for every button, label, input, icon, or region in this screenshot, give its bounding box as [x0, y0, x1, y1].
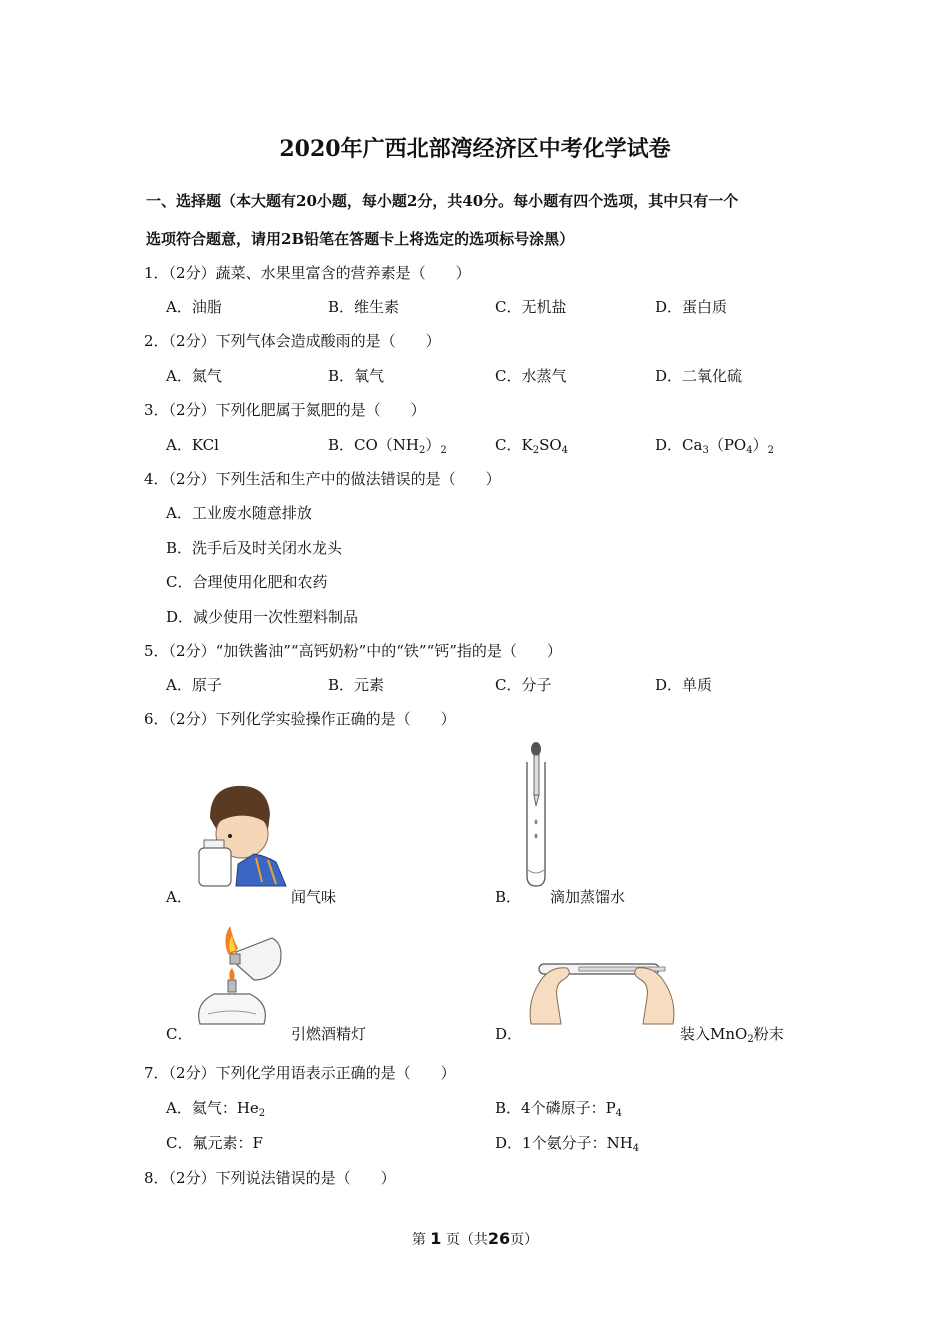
question-6-option-d: D．: [495, 1025, 523, 1043]
powder-loading-illustration: [527, 950, 677, 1030]
question-1-option-b: B．维生素: [328, 298, 400, 316]
question-6-caption-c: 引燃酒精灯: [291, 1025, 367, 1043]
question-4-option-c: C．合理使用化肥和农药: [166, 573, 328, 591]
question-1-option-c: C．无机盐: [495, 298, 567, 316]
question-7-option-b: B．4个磷原子：$P_4$: [495, 1099, 623, 1119]
question-3-stem: 3．（2分）下列化肥属于氮肥的是（ ）: [144, 401, 426, 419]
question-1-stem: 1．（2分）蔬菜、水果里富含的营养素是（ ）: [144, 264, 471, 282]
question-4-option-a: A．工业废水随意排放: [166, 504, 312, 522]
question-6-stem: 6．（2分）下列化学实验操作正确的是（ ）: [144, 710, 456, 728]
question-2-option-b: B．氧气: [328, 367, 385, 385]
question-2-option-d: D．二氧化硫: [655, 367, 743, 385]
section-heading-line2: 选项符合题意，请用2B铅笔在答题卡上将选定的选项标号涂黑）: [146, 230, 575, 248]
question-4-option-b: B．洗手后及时关闭水龙头: [166, 539, 343, 557]
question-6-option-b: B．: [495, 888, 522, 906]
section-heading-line1: 一、选择题（本大题有20小题，每小题2分，共40分。每小题有四个选项，其中只有一个: [146, 192, 739, 210]
question-3-option-b: B．$CO(NH_2)_2$: [328, 436, 447, 456]
question-4-stem: 4．（2分）下列生活和生产中的做法错误的是（ ）: [144, 470, 501, 488]
question-7-option-c: C．氟元素：F: [166, 1134, 263, 1152]
question-7-stem: 7．（2分）下列化学用语表示正确的是（ ）: [144, 1064, 456, 1082]
question-6-caption-b: 滴加蒸馏水: [550, 888, 626, 906]
question-6-option-a: A．: [166, 888, 192, 906]
page-footer: 第 1 页（共26页）: [411, 1229, 539, 1248]
page-number: 1: [430, 1229, 442, 1248]
question-1-option-d: D．蛋白质: [655, 298, 728, 316]
question-3-option-a: A．KCl: [166, 436, 219, 454]
question-5-stem: 5．（2分）“加铁酱油”“高钙奶粉”中的“铁”“钙”指的是（ ）: [144, 642, 562, 660]
question-7-option-d: D．1个氨分子：$NH_4$: [495, 1134, 640, 1154]
total-pages: 26: [487, 1229, 511, 1248]
question-3-option-c: C．$K_2SO_4$: [495, 436, 569, 456]
question-2-stem: 2．（2分）下列气体会造成酸雨的是（ ）: [144, 332, 441, 350]
question-5-option-a: A．原子: [166, 676, 222, 694]
question-1-option-a: A．油脂: [166, 298, 222, 316]
question-6-option-c: C．: [166, 1025, 193, 1043]
question-2-option-c: C．水蒸气: [495, 367, 567, 385]
question-4-option-d: D．减少使用一次性塑料制品: [166, 608, 359, 626]
question-5-option-d: D．单质: [655, 676, 713, 694]
question-5-option-b: B．元素: [328, 676, 385, 694]
page-title: 2020年广西北部湾经济区中考化学试卷: [279, 136, 671, 162]
dropper-test-tube-illustration: [520, 740, 554, 890]
question-5-option-c: C．分子: [495, 676, 552, 694]
question-6-caption-d: 装入MnO$_2$粉末: [680, 1025, 784, 1045]
question-3-option-d: D．$Ca_3(PO_4)_2$: [655, 436, 774, 456]
question-7-option-a: A．氦气：$He_2$: [166, 1099, 266, 1119]
smelling-gas-illustration: [196, 778, 288, 888]
alcohol-lamp-illustration: [192, 924, 288, 1028]
question-8-stem: 8．（2分）下列说法错误的是（ ）: [144, 1169, 396, 1187]
question-2-option-a: A．氮气: [166, 367, 222, 385]
question-6-caption-a: 闻气味: [291, 888, 337, 906]
